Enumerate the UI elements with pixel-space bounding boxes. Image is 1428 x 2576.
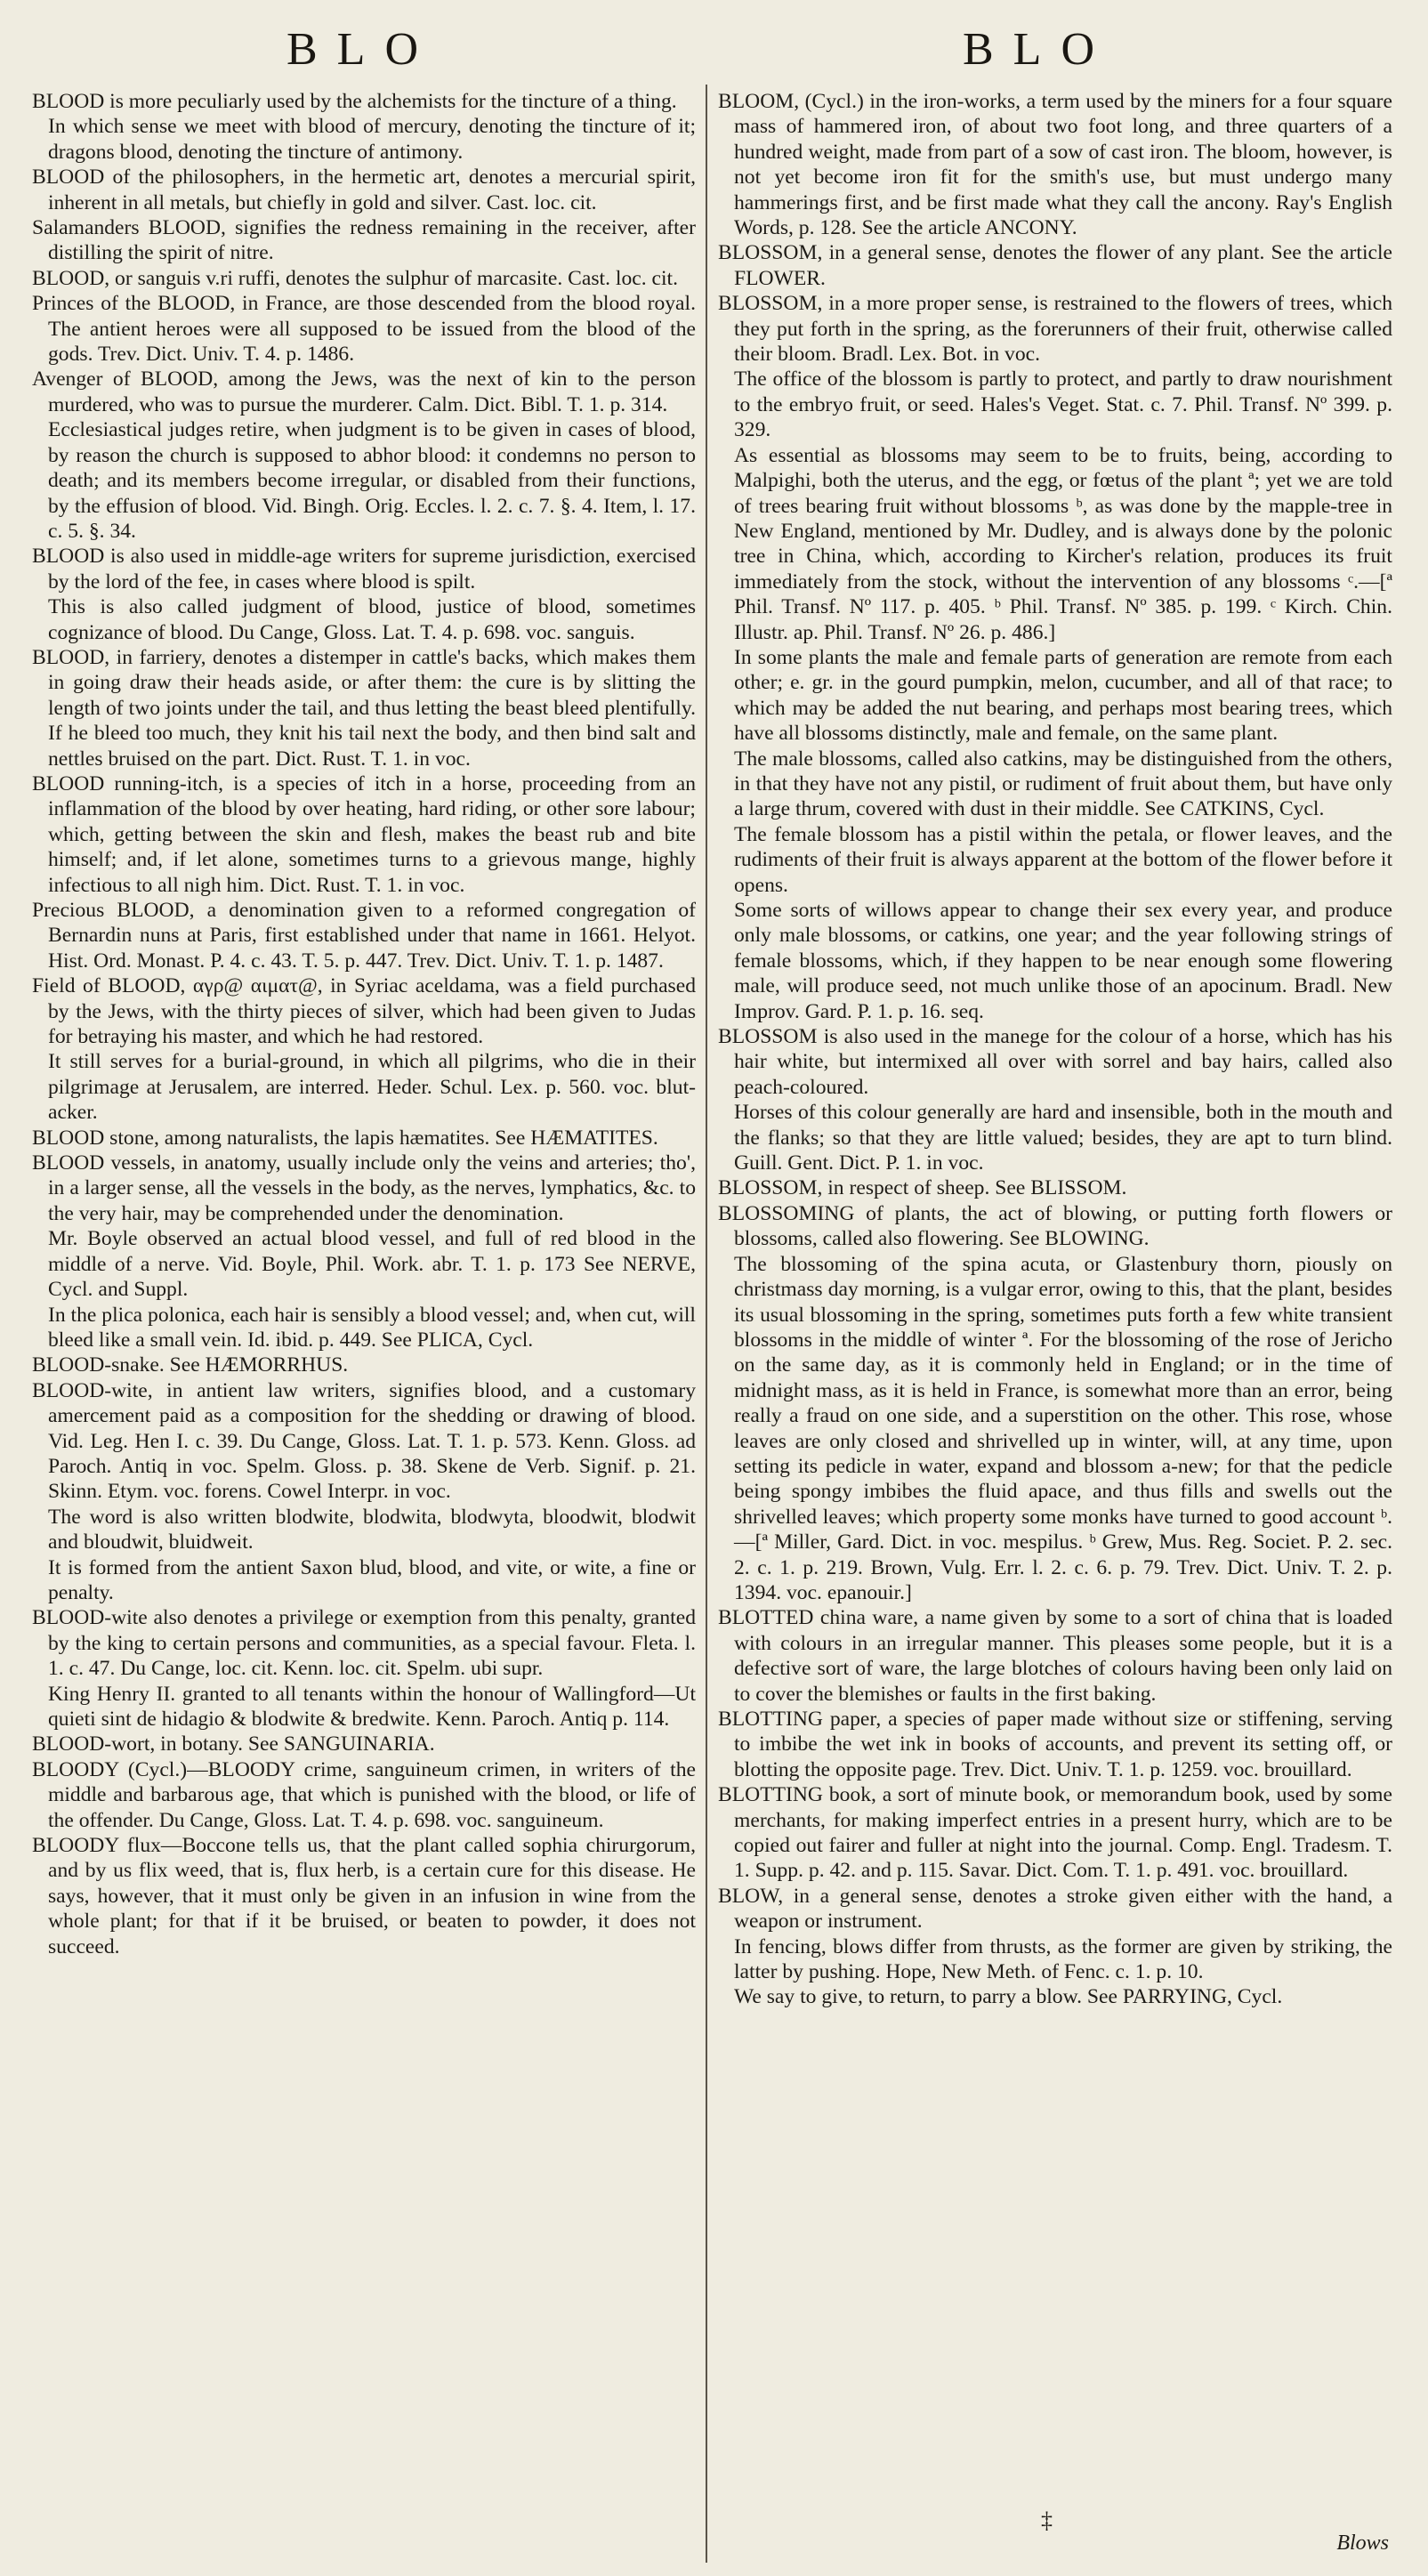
dictionary-entry: The female blossom has a pistil within the petala, or flower leaves, and the rudiments of their fruit is always apparent at the bottom of the flower before it opens.: [734, 822, 1392, 897]
running-head-left: BLO: [286, 24, 438, 75]
dictionary-entry: BLOOD is also used in middle-age writers for supreme jurisdiction, exercised by the lord of the fee, in cases where blood is spilt.: [32, 545, 696, 594]
catchword: Blows: [1336, 2532, 1389, 2555]
dictionary-entry: This is also called judgment of blood, justice of blood, sometimes cognizance of blood. Du Cange, Gloss. Lat. T. 4. p. 698. voc. sanguis.: [48, 595, 696, 644]
dictionary-entry: Ecclesiastical judges retire, when judgment is to be given in cases of blood, by reason the church is supposed to abhor blood: it condemns no person to death; and its members become irregular, or disabled from their functions, by the effusion of blood. Vid. Bingh. Orig. Eccles. l. 2. c. 7. §. 4. Item, l. 17. c. 5. §. 34.: [48, 418, 696, 543]
dictionary-entry: In fencing, blows differ from thrusts, as the former are given by striking, the latter by pushing. Hope, New Meth. of Fenc. c. 1. p. 10.: [734, 1934, 1392, 1984]
column-divider: [706, 85, 707, 2563]
dictionary-entry: BLOSSOMING of plants, the act of blowing, or putting forth flowers or blossoms, called also flowering. See BLOWING.: [718, 1201, 1392, 1251]
left-column: [32, 89, 696, 1959]
dictionary-entry: BLOSSOM, in respect of sheep. See BLISSOM.: [718, 1176, 1127, 1200]
dictionary-entry: Horses of this colour generally are hard and insensible, both in the mouth and the flanks; so that they are little valued; besides, they are apt to turn blind. Guill. Gent. Dict. P. 1. in voc.: [734, 1101, 1392, 1175]
dictionary-entry: BLOOD-wort, in botany. See SANGUINARIA.: [32, 1732, 435, 1756]
dictionary-entry: Some sorts of willows appear to change their sex every year, and produce only male blossoms, or catkins, one year; and the year following strings of female blossoms, which, if they happen to be near enough some flowering male, will produce seed, not much unlike those of an apocinum. Bradl. New Improv. Gard. P. 1. p. 16. seq.: [734, 899, 1392, 1023]
dictionary-entry: In some plants the male and female parts of generation are remote from each other; e. gr. in the gourd pumpkin, melon, cucumber, and all of that race; to which may be added the nut bearing, and perhaps most bearing trees, which have all blossoms distinctly, male and female, on the same plant.: [734, 645, 1392, 746]
signature-mark: ‡: [1041, 2507, 1053, 2533]
dictionary-entry: BLOODY (Cycl.)—BLOODY crime, sanguineum crimen, in writers of the middle and barbarous age, that which is punished with the blood, or life of the offender. Du Cange, Gloss. Lat. T. 4. p. 698. voc. sanguineum.: [32, 1757, 696, 1832]
dictionary-entry: King Henry II. granted to all tenants within the honour of Wallingford—Ut quieti sint de hidagio & blodwite & bredwite. Kenn. Paroch. Antiq p. 114.: [48, 1682, 696, 1731]
dictionary-entry: Field of BLOOD, αγρ@ αιματ@, in Syriac aceldama, was a field purchased by the Jews, with the thirty pieces of silver, which had been given to Judas for betraying his master, and which he had restored.: [32, 974, 696, 1049]
dictionary-entry: We say to give, to return, to parry a blow. See PARRYING, Cycl.: [734, 1985, 1283, 2009]
dictionary-entry: BLOOD, or sanguis v.ri ruffi, denotes the sulphur of marcasite. Cast. loc. cit.: [32, 266, 679, 290]
dictionary-entry: The word is also written blodwite, blodwita, blodwyta, bloodwit, blodwit and bloudwit, bluidweit.: [48, 1505, 696, 1554]
dictionary-entry: Mr. Boyle observed an actual blood vessel, and full of red blood in the middle of a nerve. Vid. Boyle, Phil. Work. abr. T. 1. p. 173 See NERVE, Cycl. and Suppl.: [48, 1227, 696, 1302]
dictionary-entry: BLOSSOM, in a general sense, denotes the flower of any plant. See the article FLOWER.: [718, 241, 1392, 290]
dictionary-entry: Precious BLOOD, a denomination given to a reformed congregation of Bernardin nuns at Paris, first established under that name in 1661. Helyot. Hist. Ord. Monast. P. 4. c. 43. T. 5. p. 447. Trev. Dict. Univ. T. 1. p. 1487.: [32, 899, 696, 973]
dictionary-entry: As essential as blossoms may seem to be to fruits, being, according to Malpighi, both the uterus, and the egg, or fœtus of the plant ª; yet we are told of trees bearing fruit without blossoms ᵇ, as was done by the mapple-tree in New England, mentioned by Mr. Dudley, and is always done by the polonic tree in China, which, according to Kircher's relation, produces its fruit immediately from the stock, without the intervention of any blossoms ᶜ.—[ª Phil. Transf. Nº 117. p. 405. ᵇ Phil. Transf. Nº 385. p. 199. ᶜ Kirch. Chin. Illustr. ap. Phil. Transf. Nº 26. p. 486.]: [734, 443, 1392, 644]
dictionary-entry: It is formed from the antient Saxon blud, blood, and vite, or wite, a fine or penalty.: [48, 1555, 696, 1604]
dictionary-entry: BLOOD of the philosophers, in the hermetic art, denotes a mercurial spirit, inherent in all metals, but chiefly in gold and silver. Cast. loc. cit.: [32, 166, 696, 214]
dictionary-entry: BLOOD vessels, in anatomy, usually include only the veins and arteries; tho', in a larger sense, all the vessels in the body, as the nerves, lymphatics, &c. to the very hair, may be comprehended under the denomination.: [32, 1151, 696, 1225]
dictionary-entry: BLOTTING book, a sort of minute book, or memorandum book, used by some merchants, for making imperfect entries in a present hurry, which are to be copied out fairer and fuller at night into the journal. Comp. Engl. Tradesm. T. 1. Supp. p. 42. and p. 115. Savar. Dict. Com. T. 1. p. 491. voc. brouillard.: [718, 1783, 1392, 1883]
dictionary-entry: BLOODY flux—Boccone tells us, that the plant called sophia chirurgorum, and by us flix weed, that is, flux herb, is a certain cure for this disease. He says, however, that it must only be given in an infusion in wine from the whole plant; for that if it be bruised, or beaten to powder, it does not succeed.: [32, 1834, 696, 1958]
dictionary-entry: BLOOD-wite, in antient law writers, signifies blood, and a customary amercement paid as a composition for the shedding or drawing of blood. Vid. Leg. Hen I. c. 39. Du Cange, Gloss. Lat. T. 1. p. 573. Kenn. Gloss. ad Paroch. Antiq in voc. Spelm. Gloss. p. 38. Skene de Verb. Signif. p. 21. Skinn. Etym. voc. forens. Cowel Interpr. in voc.: [32, 1378, 696, 1504]
dictionary-entry: BLOOD-wite also denotes a privilege or exemption from this penalty, granted by the king to certain persons and communities, as a special favour. Fleta. l. 1. c. 47. Du Cange, loc. cit. Kenn. loc. cit. Spelm. ubi supr.: [32, 1606, 696, 1681]
dictionary-entry: BLOOM, (Cycl.) in the iron-works, a term used by the miners for a four square mass of hammered iron, of about two foot long, and three quarters of a hundred weight, made from part of a sow of cast iron. The bloom, however, is not yet become iron fit for the smith's use, but must undergo many hammerings first, and be first made what they call the ancony. Ray's English Words, p. 128. See the article ANCONY.: [718, 90, 1392, 240]
dictionary-entry: BLOOD is more peculiarly used by the alchemists for the tincture of a thing.: [32, 90, 677, 113]
dictionary-entry: BLOSSOM is also used in the manege for the colour of a horse, which has his hair white, but intermixed all over with sorrel and bay hairs, called also peach-coloured.: [718, 1025, 1392, 1099]
dictionary-entry: BLOSSOM, in a more proper sense, is restrained to the flowers of trees, which they put forth in the spring, as the forerunners of their fruit, otherwise called their bloom. Bradl. Lex. Bot. in voc.: [718, 292, 1392, 367]
dictionary-entry: The blossoming of the spina acuta, or Glastenbury thorn, piously on christmass day morning, is a vulgar error, owing to this, that the plant, besides its usual blossoming in the spring, sometimes puts forth a few white transient blossoms in the middle of winter ª. For the blossoming of the rose of Jericho on the same day, as it is commonly held in England; or in the time of midnight mass, as it is held in France, is somewhat more than an error, being really a fraud on one side, and a superstition on the other. This rose, whose leaves are only closed and shrivelled up in winter, will, at any time, upon setting its pedicle in water, expand and blossom a-new; for that the pedicle being spongy imbibes the fluid apace, and thus fills and swells out the shrivelled leaves; which property some monks have turned to good account ᵇ.—[ª Miller, Gard. Dict. in voc. mespilus. ᵇ Grew, Mus. Reg. Societ. P. 2. sec. 2. c. 1. p. 219. Brown, Vulg. Err. l. 2. c. 6. p. 79. Trev. Dict. Univ. T. 2. p. 1394. voc. epanouir.]: [734, 1252, 1392, 1604]
dictionary-entry: BLOOD, in farriery, denotes a distemper in cattle's backs, which makes them in going draw their heads aside, or after them: the cure is by slitting the length of two joints under the tail, and thus letting the beast bleed plentifully. If he bleed too much, they knit his tail next the body, and then bind salt and nettles bruised on the part. Dict. Rust. T. 1. in voc.: [32, 645, 696, 771]
dictionary-entry: BLOTTED china ware, a name given by some to a sort of china that is loaded with colours in an irregular manner. This pleases some people, but it is a defective sort of ware, the large blotches of colours having been only laid on to cover the blemishes or faults in the first baking.: [718, 1606, 1392, 1706]
dictionary-entry: BLOW, in a general sense, denotes a stroke given either with the hand, a weapon or instrument.: [718, 1884, 1392, 1934]
dictionary-entry: BLOTTING paper, a species of paper made without size or stiffening, serving to imbibe the wet ink in books of accounts, and prevent its setting off, or blotting the opposite page. Trev. Dict. Univ. T. 1. p. 1259. voc. brouillard.: [718, 1708, 1392, 1781]
dictionary-entry: Avenger of BLOOD, among the Jews, was the next of kin to the person murdered, who was to pursue the murderer. Calm. Dict. Bibl. T. 1. p. 314.: [32, 367, 696, 416]
dictionary-entry: It still serves for a burial-ground, in which all pilgrims, who die in their pilgrimage at Jerusalem, are interred. Heder. Schul. Lex. p. 560. voc. blut-acker.: [48, 1050, 696, 1125]
dictionary-entry: In the plica polonica, each hair is sensibly a blood vessel; and, when cut, will bleed like a small vein. Id. ibid. p. 449. See PLICA, Cycl.: [48, 1303, 696, 1352]
right-column: [718, 89, 1392, 2010]
dictionary-entry: The office of the blossom is partly to protect, and partly to draw nourishment to the embryo fruit, or seed. Hales's Veget. Stat. c. 7. Phil. Transf. Nº 399. p. 329.: [734, 367, 1392, 442]
dictionary-entry: BLOOD stone, among naturalists, the lapis hæmatites. See HÆMATITES.: [32, 1126, 658, 1150]
dictionary-entry: Princes of the BLOOD, in France, are those descended from the blood royal. The antient heroes were all supposed to be issued from the blood of the gods. Trev. Dict. Univ. T. 4. p. 1486.: [32, 292, 696, 367]
dictionary-entry: The male blossoms, called also catkins, may be distinguished from the others, in that they have not any pistil, or rudiment of fruit about them, but have only a large thrum, covered with dust in their middle. See CATKINS, Cycl.: [734, 747, 1392, 821]
dictionary-entry: In which sense we meet with blood of mercury, denoting the tincture of it; dragons blood, denoting the tincture of antimony.: [48, 115, 696, 164]
running-head-right: BLO: [963, 24, 1114, 75]
dictionary-entry: BLOOD running-itch, is a species of itch in a horse, proceeding from an inflammation of the blood by over heating, hard riding, or other sore labour; which, getting between the skin and flesh, makes the beast rub and bite himself; and, if let alone, sometimes turns to a grievous mange, highly infectious to all nigh him. Dict. Rust. T. 1. in voc.: [32, 771, 696, 897]
dictionary-entry: Salamanders BLOOD, signifies the redness remaining in the receiver, after distilling the spirit of nitre.: [32, 216, 696, 265]
dictionary-entry: BLOOD-snake. See HÆMORRHUS.: [32, 1353, 349, 1377]
